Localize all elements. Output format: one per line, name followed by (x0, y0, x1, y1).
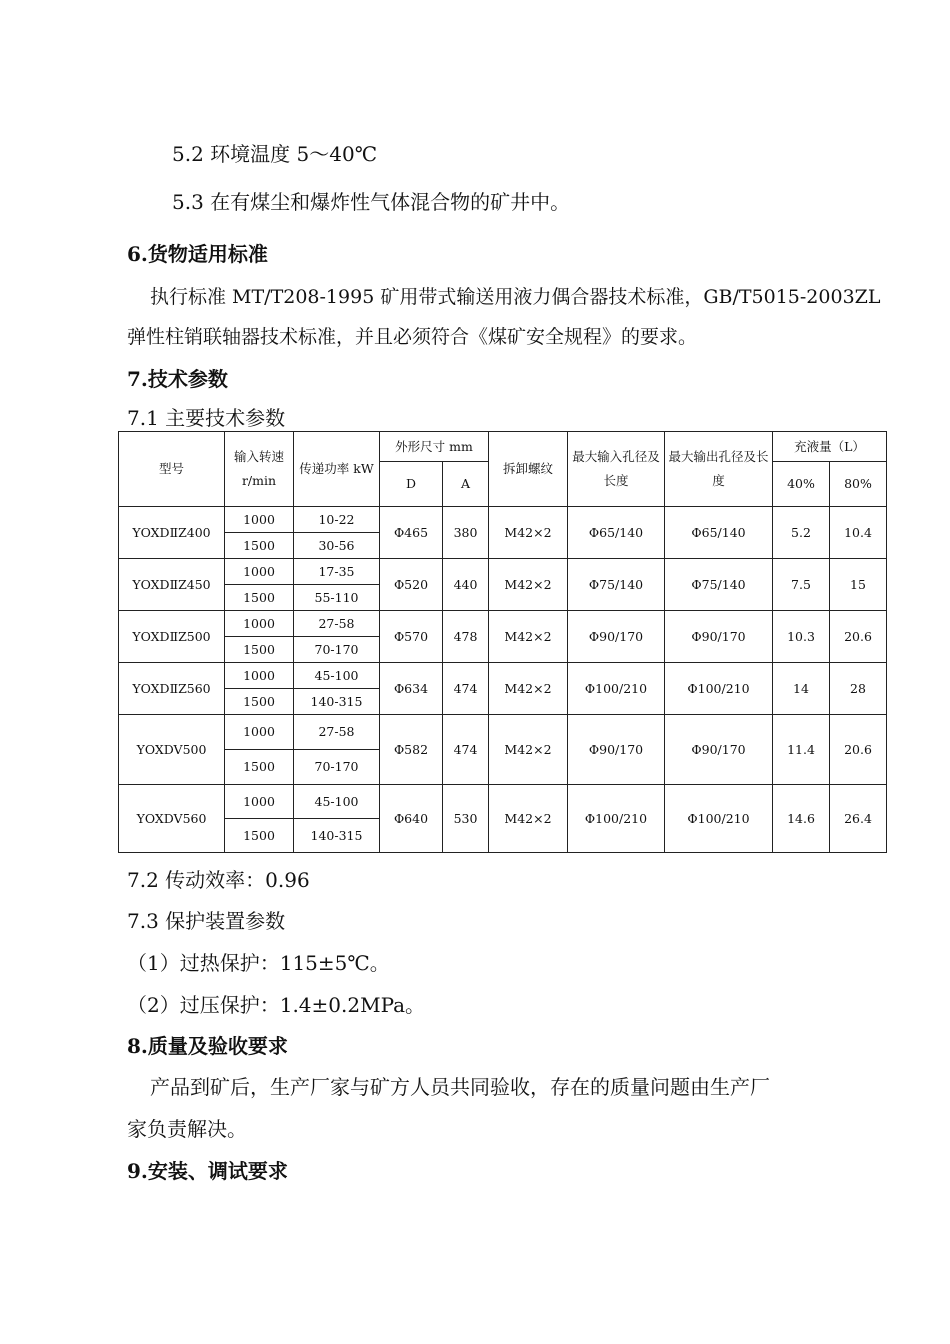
cell-model: YOXDV560 (119, 785, 225, 853)
cell-fill40: 14.6 (773, 785, 830, 853)
cell-max-in: Φ90/170 (568, 715, 665, 785)
cell-max-out: Φ65/140 (665, 507, 773, 559)
cell-max-in: Φ65/140 (568, 507, 665, 559)
cell-thread: M42×2 (489, 507, 568, 559)
col-speed-header: 输入转速 r/min (225, 432, 294, 507)
cell-fill80: 26.4 (830, 785, 887, 853)
cell-thread: M42×2 (489, 663, 568, 715)
cell-speed: 1500 (225, 585, 294, 611)
cell-fill40: 14 (773, 663, 830, 715)
cell-speed: 1000 (225, 507, 294, 533)
cell-speed: 1000 (225, 715, 294, 750)
col-thread-header: 拆卸螺纹 (489, 432, 568, 507)
cell-a: 440 (443, 559, 489, 611)
table-row (119, 611, 887, 637)
cell-max-out: Φ100/210 (665, 663, 773, 715)
cell-thread: M42×2 (489, 785, 568, 853)
col-d-header: D (380, 462, 443, 507)
sec7-sub3: 7.3 保护装置参数 (127, 909, 286, 933)
cell-max-in: Φ75/140 (568, 559, 665, 611)
cell-power: 55-110 (294, 585, 380, 611)
spec-table (118, 431, 887, 853)
col-a-header: A (443, 462, 489, 507)
cell-a: 474 (443, 663, 489, 715)
table-row (119, 507, 887, 533)
cell-d: Φ465 (380, 507, 443, 559)
cell-d: Φ520 (380, 559, 443, 611)
cell-max-out: Φ90/170 (665, 715, 773, 785)
cell-max-in: Φ100/210 (568, 663, 665, 715)
cell-max-out: Φ90/170 (665, 611, 773, 663)
cell-a: 474 (443, 715, 489, 785)
cell-speed: 1000 (225, 663, 294, 689)
sec6-para-line2: 弹性柱销联轴器技术标准，并且必须符合《煤矿安全规程》的要求。 (127, 326, 698, 348)
cell-power: 10-22 (294, 507, 380, 533)
cell-model: YOXDⅡZ560 (119, 663, 225, 715)
cell-power: 140-315 (294, 689, 380, 715)
cell-speed: 1000 (225, 559, 294, 585)
cell-fill80: 10.4 (830, 507, 887, 559)
sec7-sub2: 7.2 传动效率：0.96 (127, 868, 310, 892)
col-power-header: 传递功率 kW (294, 432, 380, 507)
cell-fill40: 5.2 (773, 507, 830, 559)
cell-a: 478 (443, 611, 489, 663)
cell-power: 140-315 (294, 819, 380, 853)
cell-a: 380 (443, 507, 489, 559)
table-row (119, 785, 887, 819)
sec5-item3: 5.3 在有煤尘和爆炸性气体混合物的矿井中。 (172, 190, 571, 214)
col-max-in-header: 最大输入孔径及长度 (568, 432, 665, 507)
sec8-para-line2: 家负责解决。 (127, 1117, 247, 1141)
cell-max-in: Φ90/170 (568, 611, 665, 663)
sec7-sub1: 7.1 主要技术参数 (127, 406, 286, 430)
cell-power: 70-170 (294, 750, 380, 785)
col-fill40-header: 40% (773, 462, 830, 507)
cell-speed: 1000 (225, 785, 294, 819)
cell-power: 30-56 (294, 533, 380, 559)
cell-d: Φ570 (380, 611, 443, 663)
cell-power: 27-58 (294, 611, 380, 637)
cell-d: Φ640 (380, 785, 443, 853)
cell-thread: M42×2 (489, 611, 568, 663)
cell-max-out: Φ100/210 (665, 785, 773, 853)
cell-model: YOXDV500 (119, 715, 225, 785)
cell-model: YOXDⅡZ400 (119, 507, 225, 559)
cell-speed: 1500 (225, 689, 294, 715)
cell-thread: M42×2 (489, 715, 568, 785)
col-dims-header: 外形尺寸 mm (380, 432, 489, 462)
table-row (119, 663, 887, 689)
cell-fill80: 20.6 (830, 715, 887, 785)
cell-power: 17-35 (294, 559, 380, 585)
cell-fill40: 7.5 (773, 559, 830, 611)
cell-model: YOXDⅡZ450 (119, 559, 225, 611)
prot-item-overpressure: （2）过压保护：1.4±0.2MPa。 (127, 993, 426, 1017)
sec7-heading: 7.技术参数 (127, 367, 228, 391)
cell-max-in: Φ100/210 (568, 785, 665, 853)
cell-fill40: 10.3 (773, 611, 830, 663)
cell-speed: 1500 (225, 637, 294, 663)
cell-power: 45-100 (294, 663, 380, 689)
sec5-item2: 5.2 环境温度 5～40℃ (172, 142, 378, 166)
cell-a: 530 (443, 785, 489, 853)
sec8-heading: 8.质量及验收要求 (127, 1034, 288, 1058)
col-fill-header: 充液量（L） (773, 432, 887, 462)
cell-fill40: 11.4 (773, 715, 830, 785)
cell-fill80: 15 (830, 559, 887, 611)
sec6-para-line1: 执行标准 MT/T208-1995 矿用带式输送用液力偶合器技术标准，GB/T5015-2003ZL (150, 286, 881, 308)
sec8-para-line1: 产品到矿后，生产厂家与矿方人员共同验收，存在的质量问题由生产厂 (150, 1075, 770, 1099)
cell-model: YOXDⅡZ500 (119, 611, 225, 663)
cell-speed: 1500 (225, 819, 294, 853)
cell-speed: 1500 (225, 533, 294, 559)
col-max-out-header: 最大输出孔径及长度 (665, 432, 773, 507)
col-fill80-header: 80% (830, 462, 887, 507)
sec6-heading: 6.货物适用标准 (127, 242, 268, 266)
sec9-heading: 9.安装、调试要求 (127, 1159, 288, 1183)
cell-power: 70-170 (294, 637, 380, 663)
cell-d: Φ634 (380, 663, 443, 715)
cell-power: 45-100 (294, 785, 380, 819)
col-model-header: 型号 (119, 432, 225, 507)
table-row (119, 715, 887, 750)
cell-speed: 1500 (225, 750, 294, 785)
cell-power: 27-58 (294, 715, 380, 750)
cell-d: Φ582 (380, 715, 443, 785)
cell-max-out: Φ75/140 (665, 559, 773, 611)
cell-thread: M42×2 (489, 559, 568, 611)
cell-speed: 1000 (225, 611, 294, 637)
table-row (119, 559, 887, 585)
prot-item-overheat: （1）过热保护：115±5℃。 (127, 951, 390, 975)
cell-fill80: 28 (830, 663, 887, 715)
cell-fill80: 20.6 (830, 611, 887, 663)
